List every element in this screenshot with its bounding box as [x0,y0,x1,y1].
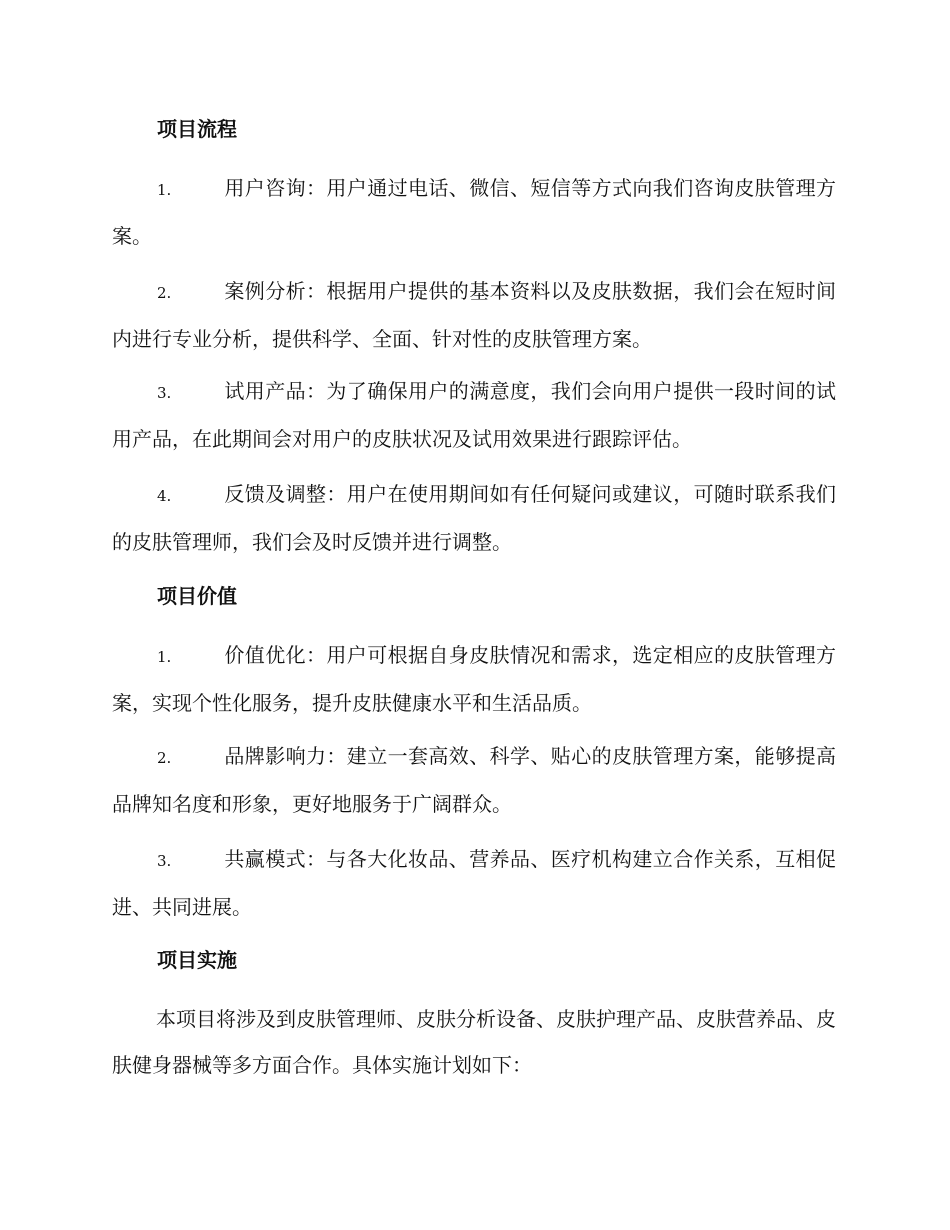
list-item-text: 品牌影响力：建立一套高效、科学、贴心的皮肤管理方案，能够提高品牌知名度和形象，更好地服务于广阔群众。 [112,744,836,816]
value-item-3 [112,836,836,930]
section-heading-process: 项目流程 [157,117,237,141]
list-item-text: 反馈及调整：用户在使用期间如有任何疑问或建议，可随时联系我们的皮肤管理师，我们会及时反馈并进行调整。 [112,482,836,554]
list-item-text: 价值优化：用户可根据自身皮肤情况和需求，选定相应的皮肤管理方案，实现个性化服务，提升皮肤健康水平和生活品质。 [112,643,836,715]
list-item-text: 用户咨询：用户通过电话、微信、短信等方式向我们咨询皮肤管理方案。 [112,176,836,248]
implementation-paragraph: 本项目将涉及到皮肤管理师、皮肤分析设备、皮肤护理产品、皮肤营养品、皮肤健身器械等多方面合作。具体实施计划如下： [112,1007,836,1077]
process-item-2 [112,268,836,362]
value-item-1 [112,632,836,726]
list-number: 2. [157,284,172,302]
list-number: 3. [157,384,172,402]
list-item-text: 试用产品：为了确保用户的满意度，我们会向用户提供一段时间的试用产品，在此期间会对用户的皮肤状况及试用效果进行跟踪评估。 [112,379,836,451]
process-item-4 [112,471,836,565]
process-item-3 [112,368,836,462]
process-item-1 [112,165,836,259]
list-number: 4. [157,487,172,505]
section-heading-value: 项目价值 [157,584,237,608]
value-item-2 [112,733,836,827]
list-number: 1. [157,648,172,666]
list-item-text: 共赢模式：与各大化妆品、营养品、医疗机构建立合作关系，互相促进、共同进展。 [112,847,836,919]
list-number: 3. [157,852,172,870]
list-number: 2. [157,749,172,767]
list-item-text: 案例分析：根据用户提供的基本资料以及皮肤数据，我们会在短时间内进行专业分析，提供科学、全面、针对性的皮肤管理方案。 [112,279,836,351]
section-heading-implementation: 项目实施 [157,948,237,972]
list-number: 1. [157,181,172,199]
